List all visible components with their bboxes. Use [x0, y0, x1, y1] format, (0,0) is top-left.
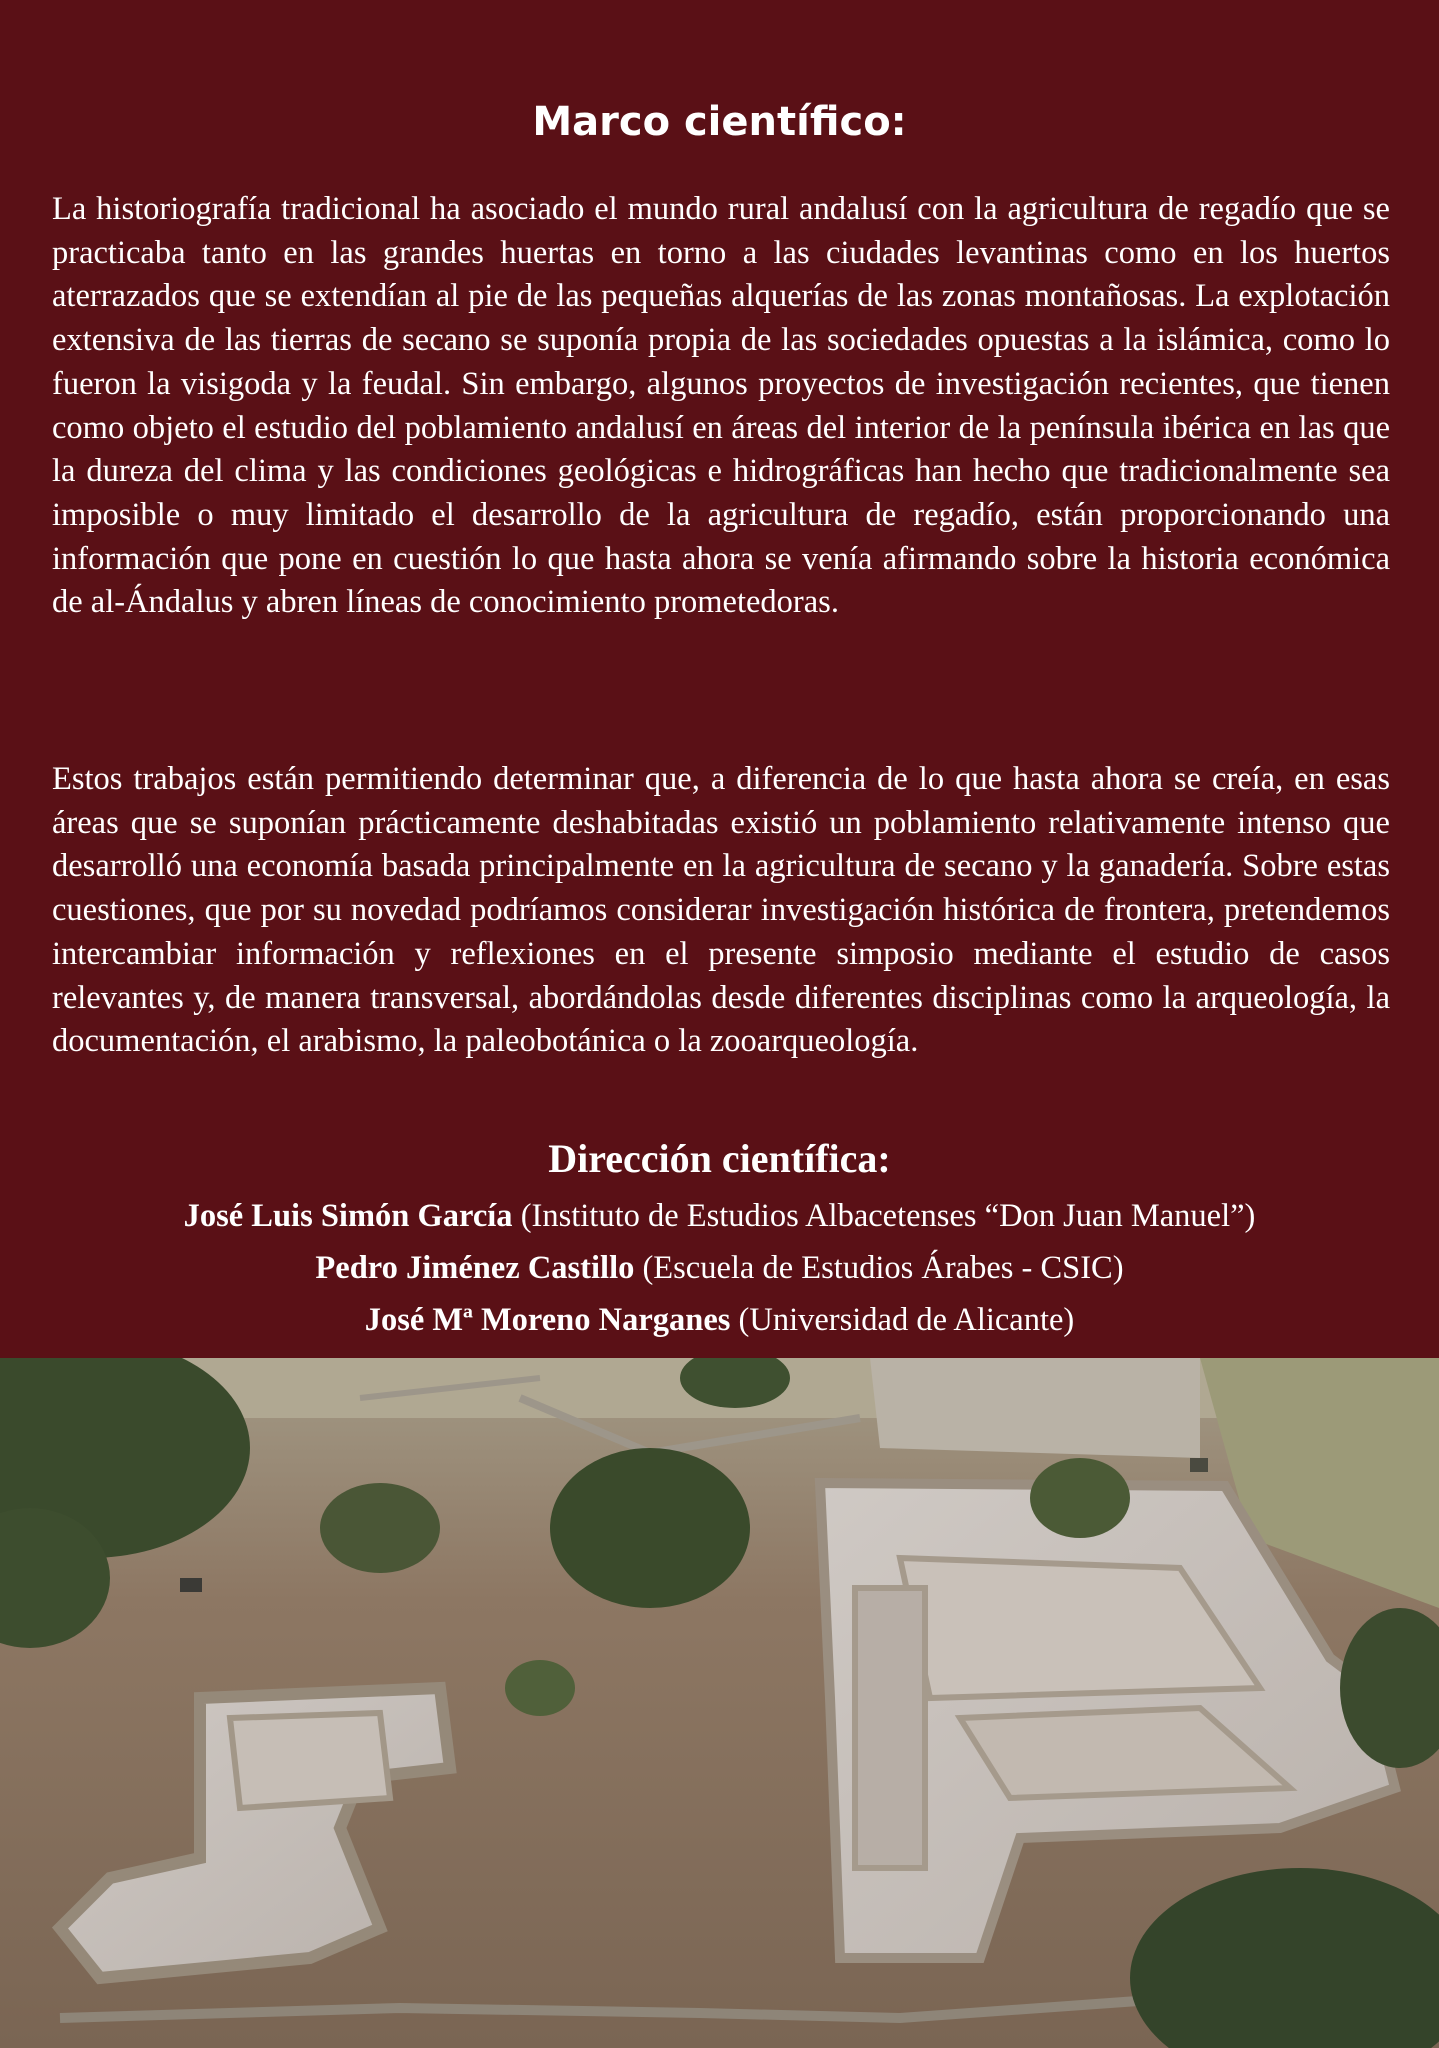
archaeological-site-photo [0, 1358, 1439, 2048]
director-3 [0, 1294, 1439, 1346]
director-name: José Mª Moreno Narganes [364, 1302, 731, 1338]
director-affiliation: (Instituto de Estudios Albacetenses “Don Juan Manuel”) [520, 1198, 1256, 1234]
director-2 [0, 1242, 1439, 1294]
director-1 [0, 1190, 1439, 1242]
paragraph-intro: La historiografía tradicional ha asociado el mundo rural andalusí con la agricultura de regadío que se practicaba tanto en las grandes huertas en torno a las ciudades levantinas como en los huertos aterrazados que se extendían al pie de las pequeñas alquerías de las zonas montañosas. La explotación extensiva de las tierras de secano se suponía propia de las sociedades opuestas a la islámica, como lo fueron la visigoda y la feudal. Sin embargo, algunos proyectos de investigación recientes, que tienen como objeto el estudio del poblamiento andalusí en áreas del interior de la península ibérica en las que la dureza del clima y las condiciones geológicas e hidrográficas han hecho que tradicionalmente sea imposible o muy limitado el desarrollo de la agricultura de regadío, están proporcionando una información que pone en cuestión lo que hasta ahora se venía afirmando sobre la historia económica de al-Ándalus y abren líneas de conocimiento prometedoras. [52, 191, 1390, 621]
director-affiliation: (Universidad de Alicante) [738, 1302, 1075, 1338]
page-title: Marco científico: [532, 99, 907, 145]
direction-list [0, 1190, 1439, 1346]
director-name: José Luis Simón García [183, 1198, 513, 1234]
director-affiliation: (Escuela de Estudios Árabes - CSIC) [642, 1250, 1124, 1286]
director-name: Pedro Jiménez Castillo [315, 1250, 635, 1286]
direction-title: Dirección científica: [548, 1136, 891, 1181]
paragraph-objectives: Estos trabajos están permitiendo determinar que, a diferencia de lo que hasta ahora se creía, en esas áreas que se suponían prácticamente deshabitadas existió un poblamiento relativamente intenso que desarrolló una economía basada principalmente en la agricultura de secano y la ganadería. Sobre estas cuestiones, que por su novedad podríamos considerar investigación histórica de frontera, pretendemos intercambiar información y reflexiones en el presente simposio mediante el estudio de casos relevantes y, de manera transversal, abordándolas desde diferentes disciplinas como la arqueología, la documentación, el arabismo, la paleobotánica o la zooarqueología. [52, 761, 1390, 1060]
